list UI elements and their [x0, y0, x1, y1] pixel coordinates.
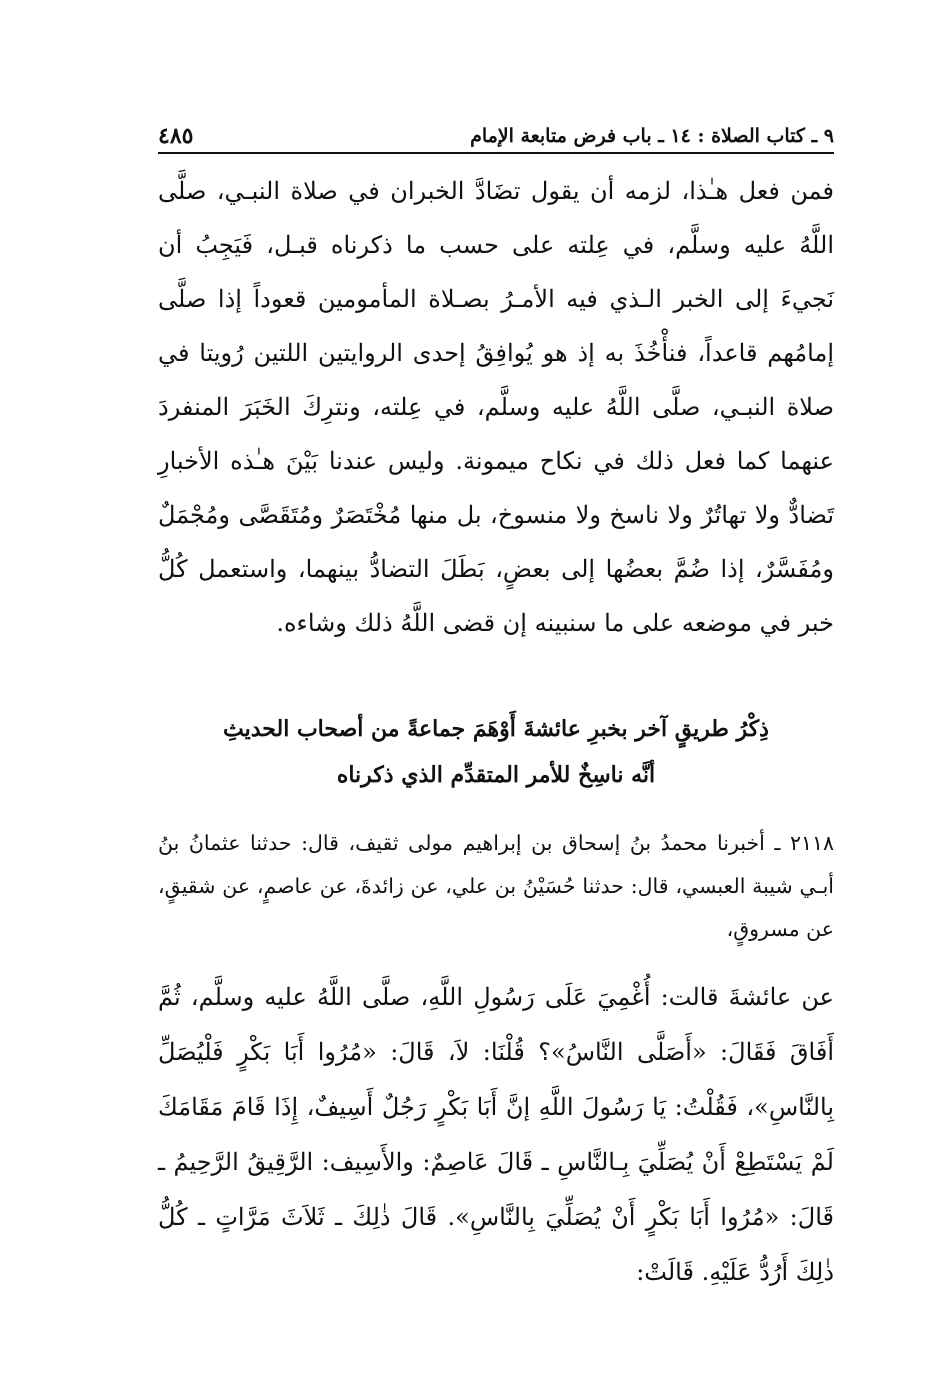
running-head: ٩ ـ كتاب الصلاة : ١٤ ـ باب فرض متابعة الإمام	[470, 125, 834, 147]
commentary-block	[158, 164, 834, 650]
hadith-isnad: ٢١١٨ ـ أخبرنا محمدُ بنُ إسحاق بن إبراهيم مولى ثقيف، قال: حدثنا عثمانُ بنُ أبـي شيبة العبسي، قال: حدثنا حُسَيْنُ بن علي، عن زائدةَ، عن عاصمٍ، عن شقيقٍ، عن مسروقٍ،	[158, 831, 834, 941]
section-heading-line2: أنَّه ناسِخٌ للأمر المتقدِّم الذي ذكرناه	[336, 762, 656, 788]
commentary-paragraph: فمن فعل هـٰذا، لزمه أن يقول تضَادَّ الخبران في صلاة النبـي، صلَّى اللَّهُ عليه وسلَّم، في عِلته على حسب ما ذكرناه قبـل، فَيَجِبُ أن نَجيءَ إلى الخبر الـذي فيه الأمـرُ بصـلاة المأمومين قعوداً إذا صلَّى إمامُهم قاعداً، فنأْخُذَ به إذ هو يُوافِقُ إحدى الروايتين اللتين رُويتا في صلاة النبـي، صلَّى اللَّهُ عليه وسلَّم، في عِلته، ونترِكَ الخَبَرَ المنفردَ عنهما كما فعل ذلك في نكاح ميمونة. وليس عندنا بَيْنَ هـٰذه الأخبارِ تَضادٌّ ولا تهاتُرٌ ولا ناسخ ولا منسوخ، بل منها مُخْتَصَرٌ ومُتَقَصَّى ومُجْمَلٌ ومُفَسَّرٌ، إذا ضُمَّ بعضُها إلى بعضٍ، بَطَلَ التضادُّ بينهما، واستعمل كُلُّ خبر في موضعه على ما سنبينه إن قضى اللَّهُ ذلك وشاءه.	[158, 177, 834, 637]
page-header	[158, 112, 834, 154]
hadith-matn: عن عائشةَ قالت: أُغْمِيَ عَلَى رَسُولِ اللَّهِ، صلَّى اللَّهُ عليه وسلَّم، ثُمَّ أَفَاقَ فَقَالَ: «أَصَلَّى النَّاسُ»؟ قُلْنَا: لاَ، قَالَ: «مُرُوا أَبَا بَكْرٍ فَلْيُصَلِّ بِالنَّاسِ»، فَقُلْتُ: يَا رَسُولَ اللَّهِ إنَّ أَبَا بَكْرٍ رَجُلٌ أَسِيفٌ، إِذَا قَامَ مَقَامَكَ لَمْ يَسْتَطِعْ أَنْ يُصَلِّيَ بِـالنَّاسِ ـ قَالَ عَاصِمٌ: والأَسِيف: الرَّقِيقُ الرَّحِيمُ ـ قَالَ: «مُرُوا أَبَا بَكْرٍ أَنْ يُصَلِّيَ بِالنَّاسِ». قَالَ ذٰلِكَ ـ ثَلاَثَ مَرَّاتٍ ـ كُلُّ ذٰلِكَ أَرُدُّ عَلَيْهِ. قَالَتْ:	[158, 983, 834, 1286]
hadith-matn-block	[158, 970, 834, 1300]
section-heading-line1: ذِكْرُ طريقٍ آخر بخبرِ عائشةَ أَوْهَمَ جماعةً من أصحاب الحديثِ	[223, 716, 769, 742]
page-number: ٤٨٥	[158, 123, 194, 149]
hadith-isnad-block	[158, 822, 834, 951]
section-heading	[158, 706, 834, 798]
